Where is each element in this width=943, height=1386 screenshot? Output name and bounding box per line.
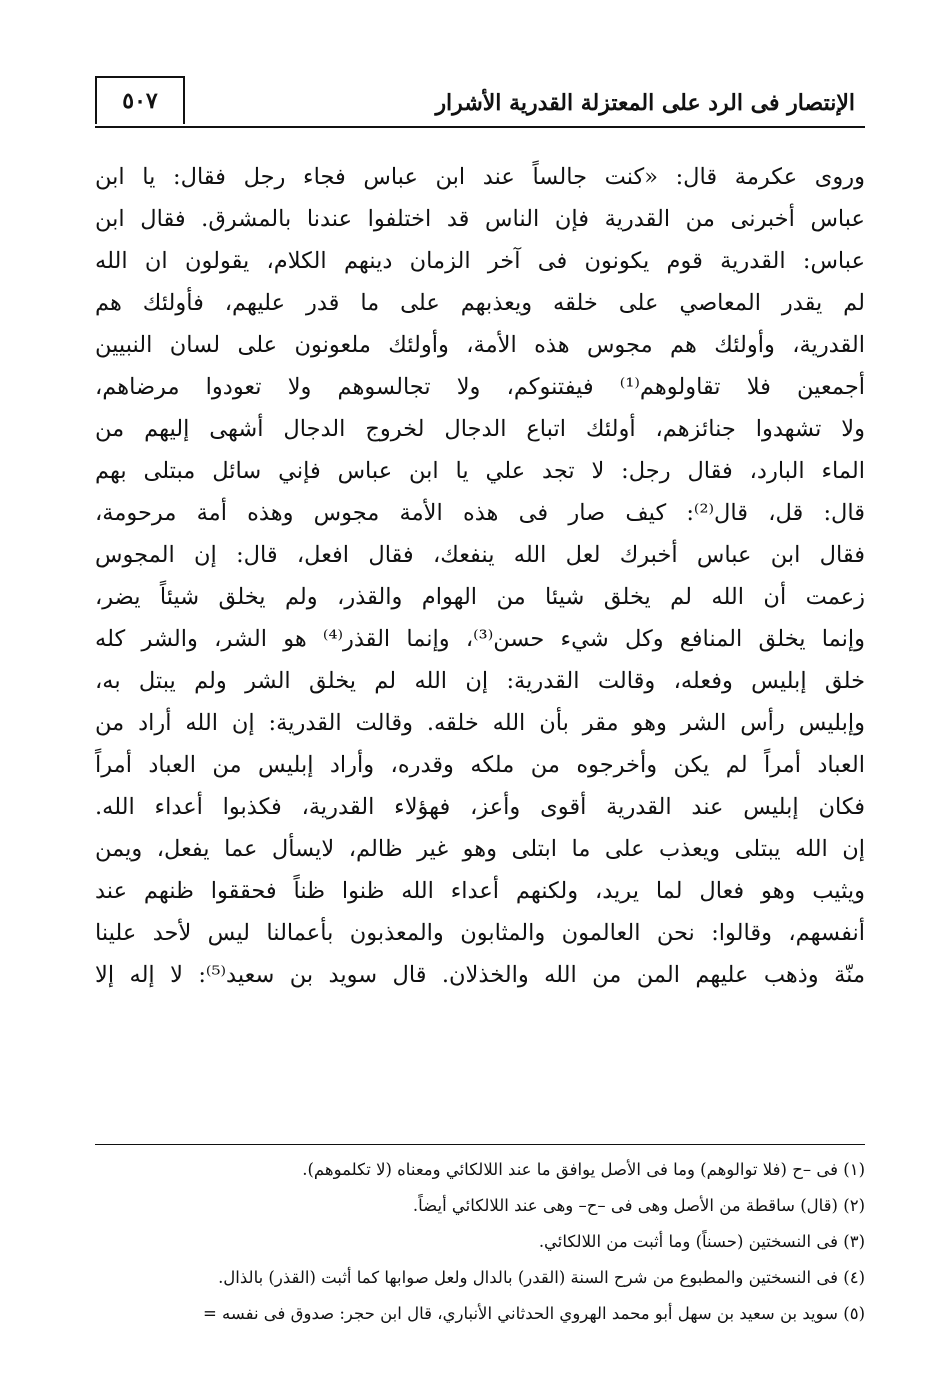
- book-page: [95, 72, 865, 1372]
- text-line: عباس: القدرية قوم يكونون فى آخر الزمان دينهم الكلام، يقولون ان الله: [95, 248, 865, 274]
- text-line: خلق إبليس وفعله، وقالت القدرية: إن الله لم يخلق الشر ولم يبتل به،: [95, 668, 865, 694]
- running-title: الإنتصار فى الرد على المعتزلة القدرية الأشرار: [435, 90, 855, 116]
- text-line: وإبليس رأس الشر وهو مقر بأن الله خلقه. وقالت القدرية: إن الله أراد من: [95, 710, 865, 736]
- footnotes: [95, 1152, 865, 1332]
- main-text: [95, 156, 865, 996]
- footnote: (٤) فى النسختين والمطبوع من شرح السنة (القدر) بالدال ولعل صوابها كما أثبت (القذر) بالذال.: [218, 1268, 865, 1287]
- page-number: ٥٠٧: [95, 76, 185, 124]
- text-line: وروى عكرمة قال: «كنت جالساً عند ابن عباس فجاء رجل فقال: يا ابن: [95, 164, 865, 190]
- text-line: زعمت أن الله لم يخلق شيئا من الهوام والقذر، ولم يخلق شيئاً يضر،: [95, 584, 865, 610]
- footnote: (٣) فى النسختين (حسناً) وما أثبت من اللالكائي.: [538, 1232, 865, 1251]
- footnote: (١) فى –ح (فلا توالوهم) وما فى الأصل يوافق ما عند اللالكائي ومعناه (لا تكلموهم).: [302, 1160, 865, 1179]
- text-line: إن الله يبتلى ويعذب على ما ابتلى وهو غير ظالم، لايسأل عما يفعل، ويمن: [95, 836, 865, 862]
- text-line: القدرية، وأولئك هم مجوس هذه الأمة، وأولئك ملعونون على لسان النبيين: [95, 332, 865, 358]
- text-line: لم يقدر المعاصي على خلقه ويعذبهم على ما قدر عليهم، فأولئك هم: [95, 290, 865, 316]
- text-line: أنفسهم، وقالوا: نحن العالمون والمثابون والمعذبون بأعمالنا ليس لأحد علينا: [95, 920, 865, 946]
- footnote: (٥) سويد بن سعيد بن سهل أبو محمد الهروي الحدثاني الأنباري، قال ابن حجر: صدوق فى نفسه =: [202, 1304, 865, 1323]
- text-line: فكان إبليس عند القدرية أقوى وأعز، فهؤلاء القدرية، فكذبوا أعداء الله.: [95, 794, 865, 820]
- footnote: (٢) (قال) ساقطة من الأصل وهى فى –ح– وهى عند اللالكائي أيضاً.: [412, 1196, 865, 1215]
- text-line: الماء البارد، فقال رجل: لا تجد علي يا ابن عباس فإني سائل مبتلى بهم: [95, 458, 865, 484]
- header-rule: [95, 126, 865, 128]
- page-header: [95, 72, 865, 128]
- text-line: ويثيب وهو فعال لما يريد، ولكنهم أعداء الله ظنوا ظناً فحققوا ظنهم عند: [95, 878, 865, 904]
- text-line: عباس أخبرنى من القدرية فإن الناس قد اختلفوا عندنا بالمشرق. فقال ابن: [95, 206, 865, 232]
- text-line: فقال ابن عباس أخبرك لعل الله ينفعك، فقال افعل، قال: إن المجوس: [95, 542, 865, 568]
- text-line: منّة وذهب عليهم المن من الله والخذلان. قال سويد بن سعيد⁽⁵⁾: لا إله إلا: [95, 962, 865, 988]
- text-line: ولا تشهدوا جنائزهم، أولئك اتباع الدجال لخروج الدجال أشهى إليهم من: [95, 416, 865, 442]
- text-line: العباد أمراً لم يكن وأخرجوه من ملكه وقدره، وأراد إبليس من العباد أمراً: [95, 752, 865, 778]
- text-line: قال: قل، قال⁽²⁾: كيف صار فى هذه الأمة مجوس وهذه أمة مرحومة،: [95, 500, 865, 526]
- footnote-separator: [95, 1144, 865, 1145]
- text-line: أجمعين فلا تقاولوهم⁽¹⁾ فيفتنوكم، ولا تجالسوهم ولا تعودوا مرضاهم،: [95, 374, 865, 400]
- text-line: وإنما يخلق المنافع وكل شيء حسن⁽³⁾، وإنما القذر⁽⁴⁾ هو الشر، والشر كله: [95, 626, 865, 652]
